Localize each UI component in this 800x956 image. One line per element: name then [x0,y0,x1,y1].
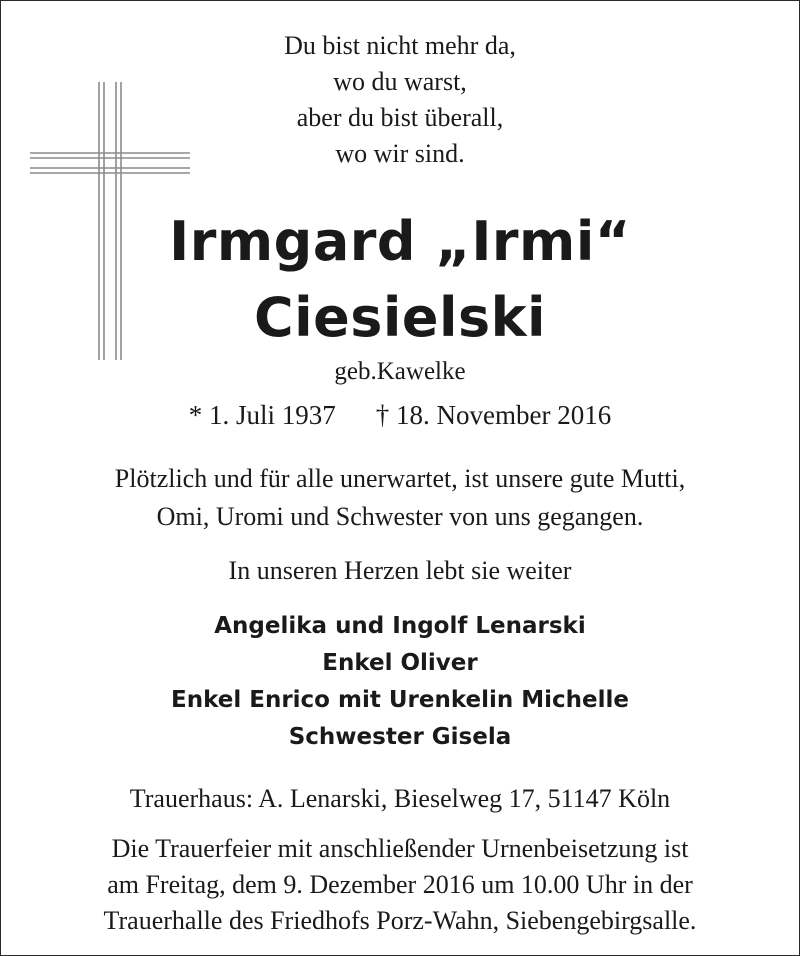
mourning-house-address: Trauerhaus: A. Lenarski, Bieselweg 17, 51147 Köln [129,784,671,813]
announcement-line: Omi, Uromi und Schwester von uns gegangen. [156,502,644,531]
death-symbol: † [375,400,390,430]
birth-name: geb.Kawelke [334,358,466,385]
deceased-name-line1: Irmgard „Irmi“ [169,210,631,273]
mourners-list [0,608,800,756]
deceased-name [0,204,800,356]
death-date: 18. November 2016 [396,400,612,430]
deceased-name-line2: Ciesielski [253,286,547,349]
announcement [0,460,800,536]
mourner-name: Angelika und Ingolf Lenarski [214,613,586,639]
announcement-line: Plötzlich und für alle unerwartet, ist unsere gute Mutti, [114,464,686,493]
ceremony-info [0,831,800,939]
birth-symbol: * [188,400,203,430]
birth-date: 1. Juli 1937 [209,400,336,430]
poem-line: wo wir sind. [335,139,465,168]
memory-line: In unseren Herzen lebt sie weiter [228,556,572,585]
mourner-name: Schwester Gisela [288,724,512,750]
ceremony-line: am Freitag, dem 9. Dezember 2016 um 10.00 Uhr in der [107,870,693,899]
ceremony-line: Die Trauerfeier mit anschließender Urnenbeisetzung ist [111,834,689,863]
poem [200,28,600,172]
poem-line: Du bist nicht mehr da, [284,31,516,60]
mourner-name: Enkel Oliver [322,650,478,676]
poem-line: wo du warst, [333,67,467,96]
life-dates [0,396,800,434]
ceremony-line: Trauerhalle des Friedhofs Porz-Wahn, Siebengebirgsalle. [103,906,697,935]
mourner-name: Enkel Enrico mit Urenkelin Michelle [170,687,630,713]
poem-line: aber du bist überall, [296,103,504,132]
